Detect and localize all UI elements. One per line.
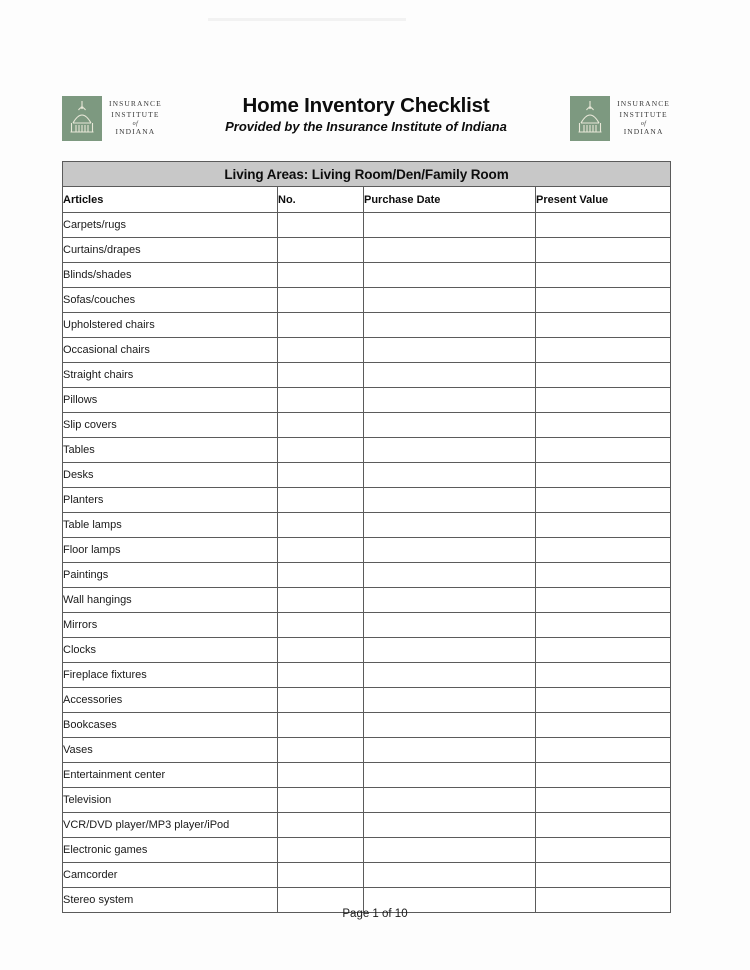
logo-line-4: INDIANA: [115, 127, 156, 137]
quantity-cell[interactable]: [278, 538, 364, 563]
purchase-date-cell[interactable]: [364, 663, 536, 688]
column-header-purchase-date: Purchase Date: [364, 187, 536, 213]
table-row: [63, 438, 671, 463]
present-value-cell[interactable]: [536, 263, 671, 288]
article-name-cell: Accessories: [63, 688, 278, 713]
purchase-date-cell[interactable]: [364, 513, 536, 538]
present-value-cell[interactable]: [536, 588, 671, 613]
table-row: [63, 363, 671, 388]
article-name-cell: Carpets/rugs: [63, 213, 278, 238]
quantity-cell[interactable]: [278, 388, 364, 413]
present-value-cell[interactable]: [536, 388, 671, 413]
column-header-row: [63, 187, 671, 213]
quantity-cell[interactable]: [278, 863, 364, 888]
article-name-cell: Wall hangings: [63, 588, 278, 613]
present-value-cell[interactable]: [536, 638, 671, 663]
purchase-date-cell[interactable]: [364, 813, 536, 838]
purchase-date-cell[interactable]: [364, 863, 536, 888]
logo-line-4: INDIANA: [623, 127, 664, 137]
present-value-cell[interactable]: [536, 788, 671, 813]
purchase-date-cell[interactable]: [364, 238, 536, 263]
table-row: [63, 838, 671, 863]
article-name-cell: Pillows: [63, 388, 278, 413]
capitol-dome-icon: [62, 96, 102, 141]
column-header-articles: Articles: [63, 187, 278, 213]
present-value-cell[interactable]: [536, 863, 671, 888]
article-name-cell: Electronic games: [63, 838, 278, 863]
article-name-cell: Curtains/drapes: [63, 238, 278, 263]
purchase-date-cell[interactable]: [364, 638, 536, 663]
article-name-cell: Clocks: [63, 638, 278, 663]
purchase-date-cell[interactable]: [364, 438, 536, 463]
column-header-present-value: Present Value: [536, 187, 671, 213]
page-subtitle: Provided by the Insurance Institute of Indiana: [225, 118, 507, 134]
table-row: [63, 613, 671, 638]
table-row: [63, 338, 671, 363]
purchase-date-cell[interactable]: [364, 263, 536, 288]
article-name-cell: Sofas/couches: [63, 288, 278, 313]
quantity-cell[interactable]: [278, 813, 364, 838]
purchase-date-cell[interactable]: [364, 588, 536, 613]
table-row: [63, 538, 671, 563]
quantity-cell[interactable]: [278, 213, 364, 238]
purchase-date-cell[interactable]: [364, 838, 536, 863]
table-row: [63, 413, 671, 438]
quantity-cell[interactable]: [278, 663, 364, 688]
present-value-cell[interactable]: [536, 338, 671, 363]
present-value-cell[interactable]: [536, 838, 671, 863]
article-name-cell: Table lamps: [63, 513, 278, 538]
article-name-cell: Stereo system: [63, 888, 278, 913]
logo-right: [570, 92, 670, 141]
present-value-cell[interactable]: [536, 238, 671, 263]
present-value-cell[interactable]: [536, 663, 671, 688]
inventory-table: [62, 161, 671, 913]
article-name-cell: Slip covers: [63, 413, 278, 438]
present-value-cell[interactable]: [536, 738, 671, 763]
table-row: [63, 713, 671, 738]
purchase-date-cell[interactable]: [364, 463, 536, 488]
quantity-cell[interactable]: [278, 588, 364, 613]
article-name-cell: Desks: [63, 463, 278, 488]
table-row: [63, 663, 671, 688]
purchase-date-cell[interactable]: [364, 413, 536, 438]
table-row: [63, 763, 671, 788]
table-row: [63, 213, 671, 238]
logo-wordmark: [617, 99, 670, 138]
section-title: Living Areas: Living Room/Den/Family Room: [63, 162, 671, 187]
article-name-cell: Television: [63, 788, 278, 813]
quantity-cell[interactable]: [278, 238, 364, 263]
quantity-cell[interactable]: [278, 638, 364, 663]
scan-artifact: [208, 18, 406, 21]
table-row: [63, 313, 671, 338]
article-name-cell: Occasional chairs: [63, 338, 278, 363]
table-row: [63, 388, 671, 413]
table-row: [63, 238, 671, 263]
article-name-cell: Upholstered chairs: [63, 313, 278, 338]
quantity-cell[interactable]: [278, 713, 364, 738]
purchase-date-cell[interactable]: [364, 763, 536, 788]
article-name-cell: Planters: [63, 488, 278, 513]
purchase-date-cell[interactable]: [364, 313, 536, 338]
table-row: [63, 563, 671, 588]
quantity-cell[interactable]: [278, 263, 364, 288]
document-header: [62, 92, 670, 154]
logo-line-2: INSTITUTE: [111, 109, 160, 119]
section-header-row: [63, 162, 671, 187]
present-value-cell[interactable]: [536, 413, 671, 438]
table-row: [63, 638, 671, 663]
purchase-date-cell[interactable]: [364, 788, 536, 813]
table-row: [63, 588, 671, 613]
present-value-cell[interactable]: [536, 463, 671, 488]
present-value-cell[interactable]: [536, 213, 671, 238]
present-value-cell[interactable]: [536, 513, 671, 538]
present-value-cell[interactable]: [536, 713, 671, 738]
purchase-date-cell[interactable]: [364, 688, 536, 713]
purchase-date-cell[interactable]: [364, 388, 536, 413]
present-value-cell[interactable]: [536, 613, 671, 638]
logo-line-3: of: [640, 120, 647, 127]
present-value-cell[interactable]: [536, 813, 671, 838]
present-value-cell[interactable]: [536, 688, 671, 713]
present-value-cell[interactable]: [536, 488, 671, 513]
logo-line-3: of: [132, 120, 139, 127]
article-name-cell: Blinds/shades: [63, 263, 278, 288]
present-value-cell[interactable]: [536, 363, 671, 388]
table-row: [63, 288, 671, 313]
quantity-cell[interactable]: [278, 563, 364, 588]
quantity-cell[interactable]: [278, 688, 364, 713]
quantity-cell[interactable]: [278, 738, 364, 763]
quantity-cell[interactable]: [278, 413, 364, 438]
table-row: [63, 463, 671, 488]
logo-line-2: INSTITUTE: [619, 109, 668, 119]
purchase-date-cell[interactable]: [364, 538, 536, 563]
article-name-cell: Bookcases: [63, 713, 278, 738]
article-name-cell: Entertainment center: [63, 763, 278, 788]
table-row: [63, 738, 671, 763]
capitol-dome-icon: [570, 96, 610, 141]
logo-line-1: INSURANCE: [109, 98, 162, 108]
logo-line-1: INSURANCE: [617, 98, 670, 108]
purchase-date-cell[interactable]: [364, 738, 536, 763]
purchase-date-cell[interactable]: [364, 488, 536, 513]
article-name-cell: Paintings: [63, 563, 278, 588]
table-row: [63, 513, 671, 538]
quantity-cell[interactable]: [278, 338, 364, 363]
purchase-date-cell[interactable]: [364, 363, 536, 388]
quantity-cell[interactable]: [278, 788, 364, 813]
quantity-cell[interactable]: [278, 763, 364, 788]
present-value-cell[interactable]: [536, 763, 671, 788]
article-name-cell: VCR/DVD player/MP3 player/iPod: [63, 813, 278, 838]
table-row: [63, 488, 671, 513]
purchase-date-cell[interactable]: [364, 288, 536, 313]
logo-wordmark: [109, 99, 162, 138]
article-name-cell: Vases: [63, 738, 278, 763]
quantity-cell[interactable]: [278, 363, 364, 388]
present-value-cell[interactable]: [536, 563, 671, 588]
table-row: [63, 863, 671, 888]
purchase-date-cell[interactable]: [364, 713, 536, 738]
quantity-cell[interactable]: [278, 463, 364, 488]
quantity-cell[interactable]: [278, 613, 364, 638]
title-block: [225, 92, 507, 134]
quantity-cell[interactable]: [278, 288, 364, 313]
quantity-cell[interactable]: [278, 838, 364, 863]
column-header-no: No.: [278, 187, 364, 213]
article-name-cell: Mirrors: [63, 613, 278, 638]
table-row: [63, 688, 671, 713]
article-name-cell: Tables: [63, 438, 278, 463]
quantity-cell[interactable]: [278, 513, 364, 538]
logo-left: [62, 92, 162, 141]
article-name-cell: Floor lamps: [63, 538, 278, 563]
article-name-cell: Fireplace fixtures: [63, 663, 278, 688]
page-footer: Page 1 of 10: [342, 908, 408, 920]
present-value-cell[interactable]: [536, 538, 671, 563]
purchase-date-cell[interactable]: [364, 563, 536, 588]
quantity-cell[interactable]: [278, 313, 364, 338]
article-name-cell: Camcorder: [63, 863, 278, 888]
table-row: [63, 788, 671, 813]
present-value-cell[interactable]: [536, 438, 671, 463]
purchase-date-cell[interactable]: [364, 338, 536, 363]
quantity-cell[interactable]: [278, 438, 364, 463]
present-value-cell[interactable]: [536, 288, 671, 313]
page-title: Home Inventory Checklist: [242, 94, 490, 117]
table-row: [63, 263, 671, 288]
table-row: [63, 813, 671, 838]
quantity-cell[interactable]: [278, 488, 364, 513]
article-name-cell: Straight chairs: [63, 363, 278, 388]
present-value-cell[interactable]: [536, 313, 671, 338]
purchase-date-cell[interactable]: [364, 213, 536, 238]
purchase-date-cell[interactable]: [364, 613, 536, 638]
